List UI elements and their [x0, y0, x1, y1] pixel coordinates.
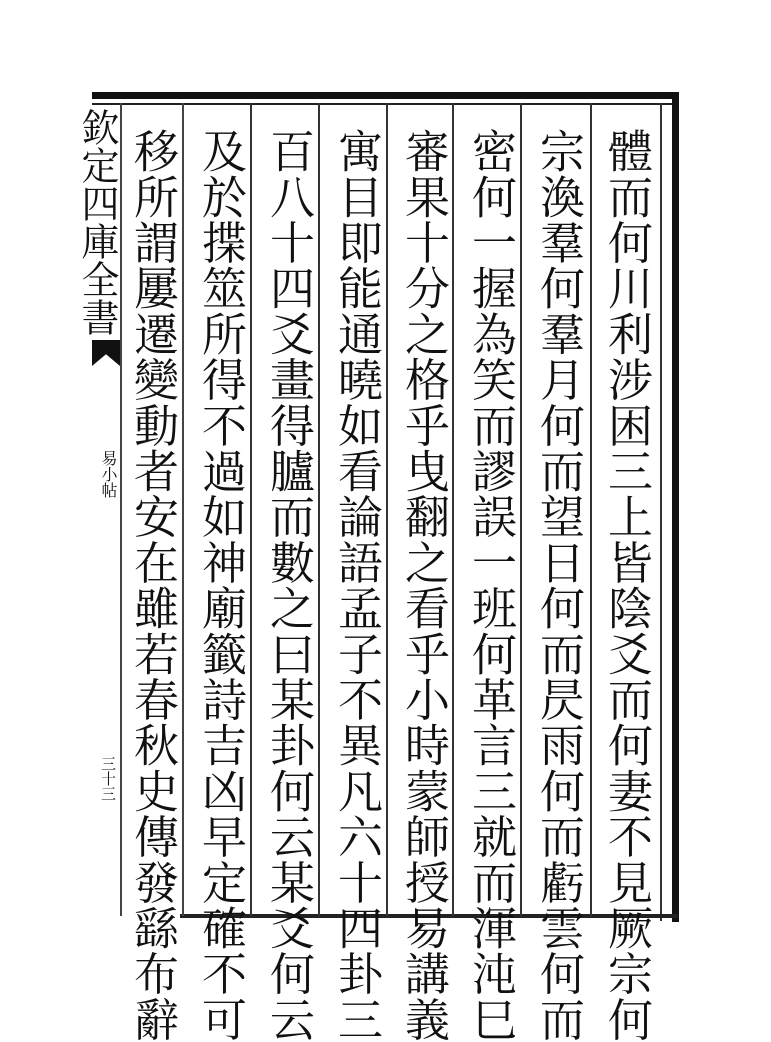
- text-column-4: 審果十分之格乎曳翻之看乎小時蒙師授易講義: [397, 128, 450, 1042]
- frame-left-border: [182, 103, 184, 916]
- section-title: 易小帖: [99, 450, 118, 498]
- frame-right-inner-border: [660, 103, 662, 921]
- column-divider: [520, 103, 522, 916]
- frame-right-border: [672, 92, 679, 922]
- text-column-8: 移所謂屢遷變動者安在雖若春秋史傳發繇布辭: [126, 128, 179, 1042]
- folio-number: 三十三: [99, 756, 117, 801]
- fish-tail-mark: [92, 340, 120, 366]
- text-column-1: 體而何川利涉困三上皆陰爻而何妻不見厥宗何: [600, 128, 653, 1042]
- margin-rule: [120, 103, 122, 916]
- column-divider: [250, 103, 252, 916]
- column-divider: [590, 103, 592, 916]
- text-column-3: 密何一握為笑而謬誤一班何革言三就而渾沌巳: [464, 128, 517, 1042]
- book-title: 欽定四庫全書: [75, 108, 119, 336]
- column-divider: [318, 103, 320, 916]
- text-column-7: 及於揲筮所得不過如神廟籤詩吉凶早定確不可: [194, 128, 247, 1042]
- text-column-6: 百八十四爻畫得臚而數之曰某卦何云某爻何云: [262, 128, 315, 1042]
- text-column-2: 宗渙羣何羣月何而望日何而昃雨何而虧雲何而: [532, 128, 585, 1042]
- column-divider: [386, 103, 388, 916]
- text-column-5: 寓目即能通曉如看論語孟子不異凡六十四卦三: [330, 128, 383, 1042]
- frame-top-border: [92, 92, 678, 99]
